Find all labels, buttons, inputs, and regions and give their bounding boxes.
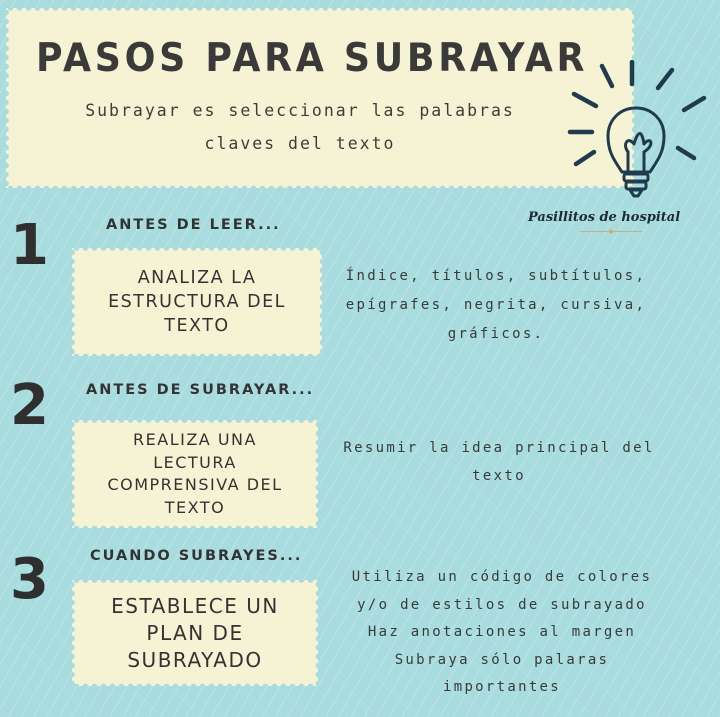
step-3-box (72, 580, 318, 686)
page-subtitle (40, 94, 560, 160)
step-3-box-text: ESTABLECE UN PLAN DE SUBRAYADO (111, 593, 279, 672)
lightbulb-icon (562, 60, 720, 202)
step-2-description: Resumir la idea principal del texto (343, 440, 655, 484)
subtitle-line-2: claves del texto (204, 134, 396, 153)
step-1-box (72, 248, 322, 356)
step-2-box-text: REALIZA UNA LECTURA COMPRENSIVA DEL TEXTO (107, 430, 283, 517)
step-2-box (72, 420, 318, 528)
step-1-heading: ANTES DE LEER... (106, 217, 281, 233)
step-2-heading: ANTES DE SUBRAYAR... (86, 382, 315, 398)
step-2-number: 2 (10, 373, 49, 438)
step-1-description: Índice, títulos, subtítulos, epígrafes, negrita, cursiva, gráficos. (345, 268, 647, 342)
signature: Pasillitos de hospital (528, 210, 681, 225)
signature-underline (580, 229, 642, 234)
subtitle-line-1: Subrayar es seleccionar las palabras (85, 101, 515, 120)
header-card (6, 8, 634, 188)
step-3-description: Utiliza un código de colores y/o de estilos de subrayado Haz anotaciones al margen Subraya sólo palaras importantes (351, 569, 653, 695)
step-1-box-text: ANALIZA LA ESTRUCTURA DEL TEXTO (108, 268, 286, 336)
step-1-number: 1 (10, 213, 49, 278)
step-3-number: 3 (10, 547, 49, 612)
step-3-heading: CUANDO SUBRAYES... (90, 548, 303, 564)
page-title: PASOS PARA SUBRAYAR (36, 36, 589, 81)
